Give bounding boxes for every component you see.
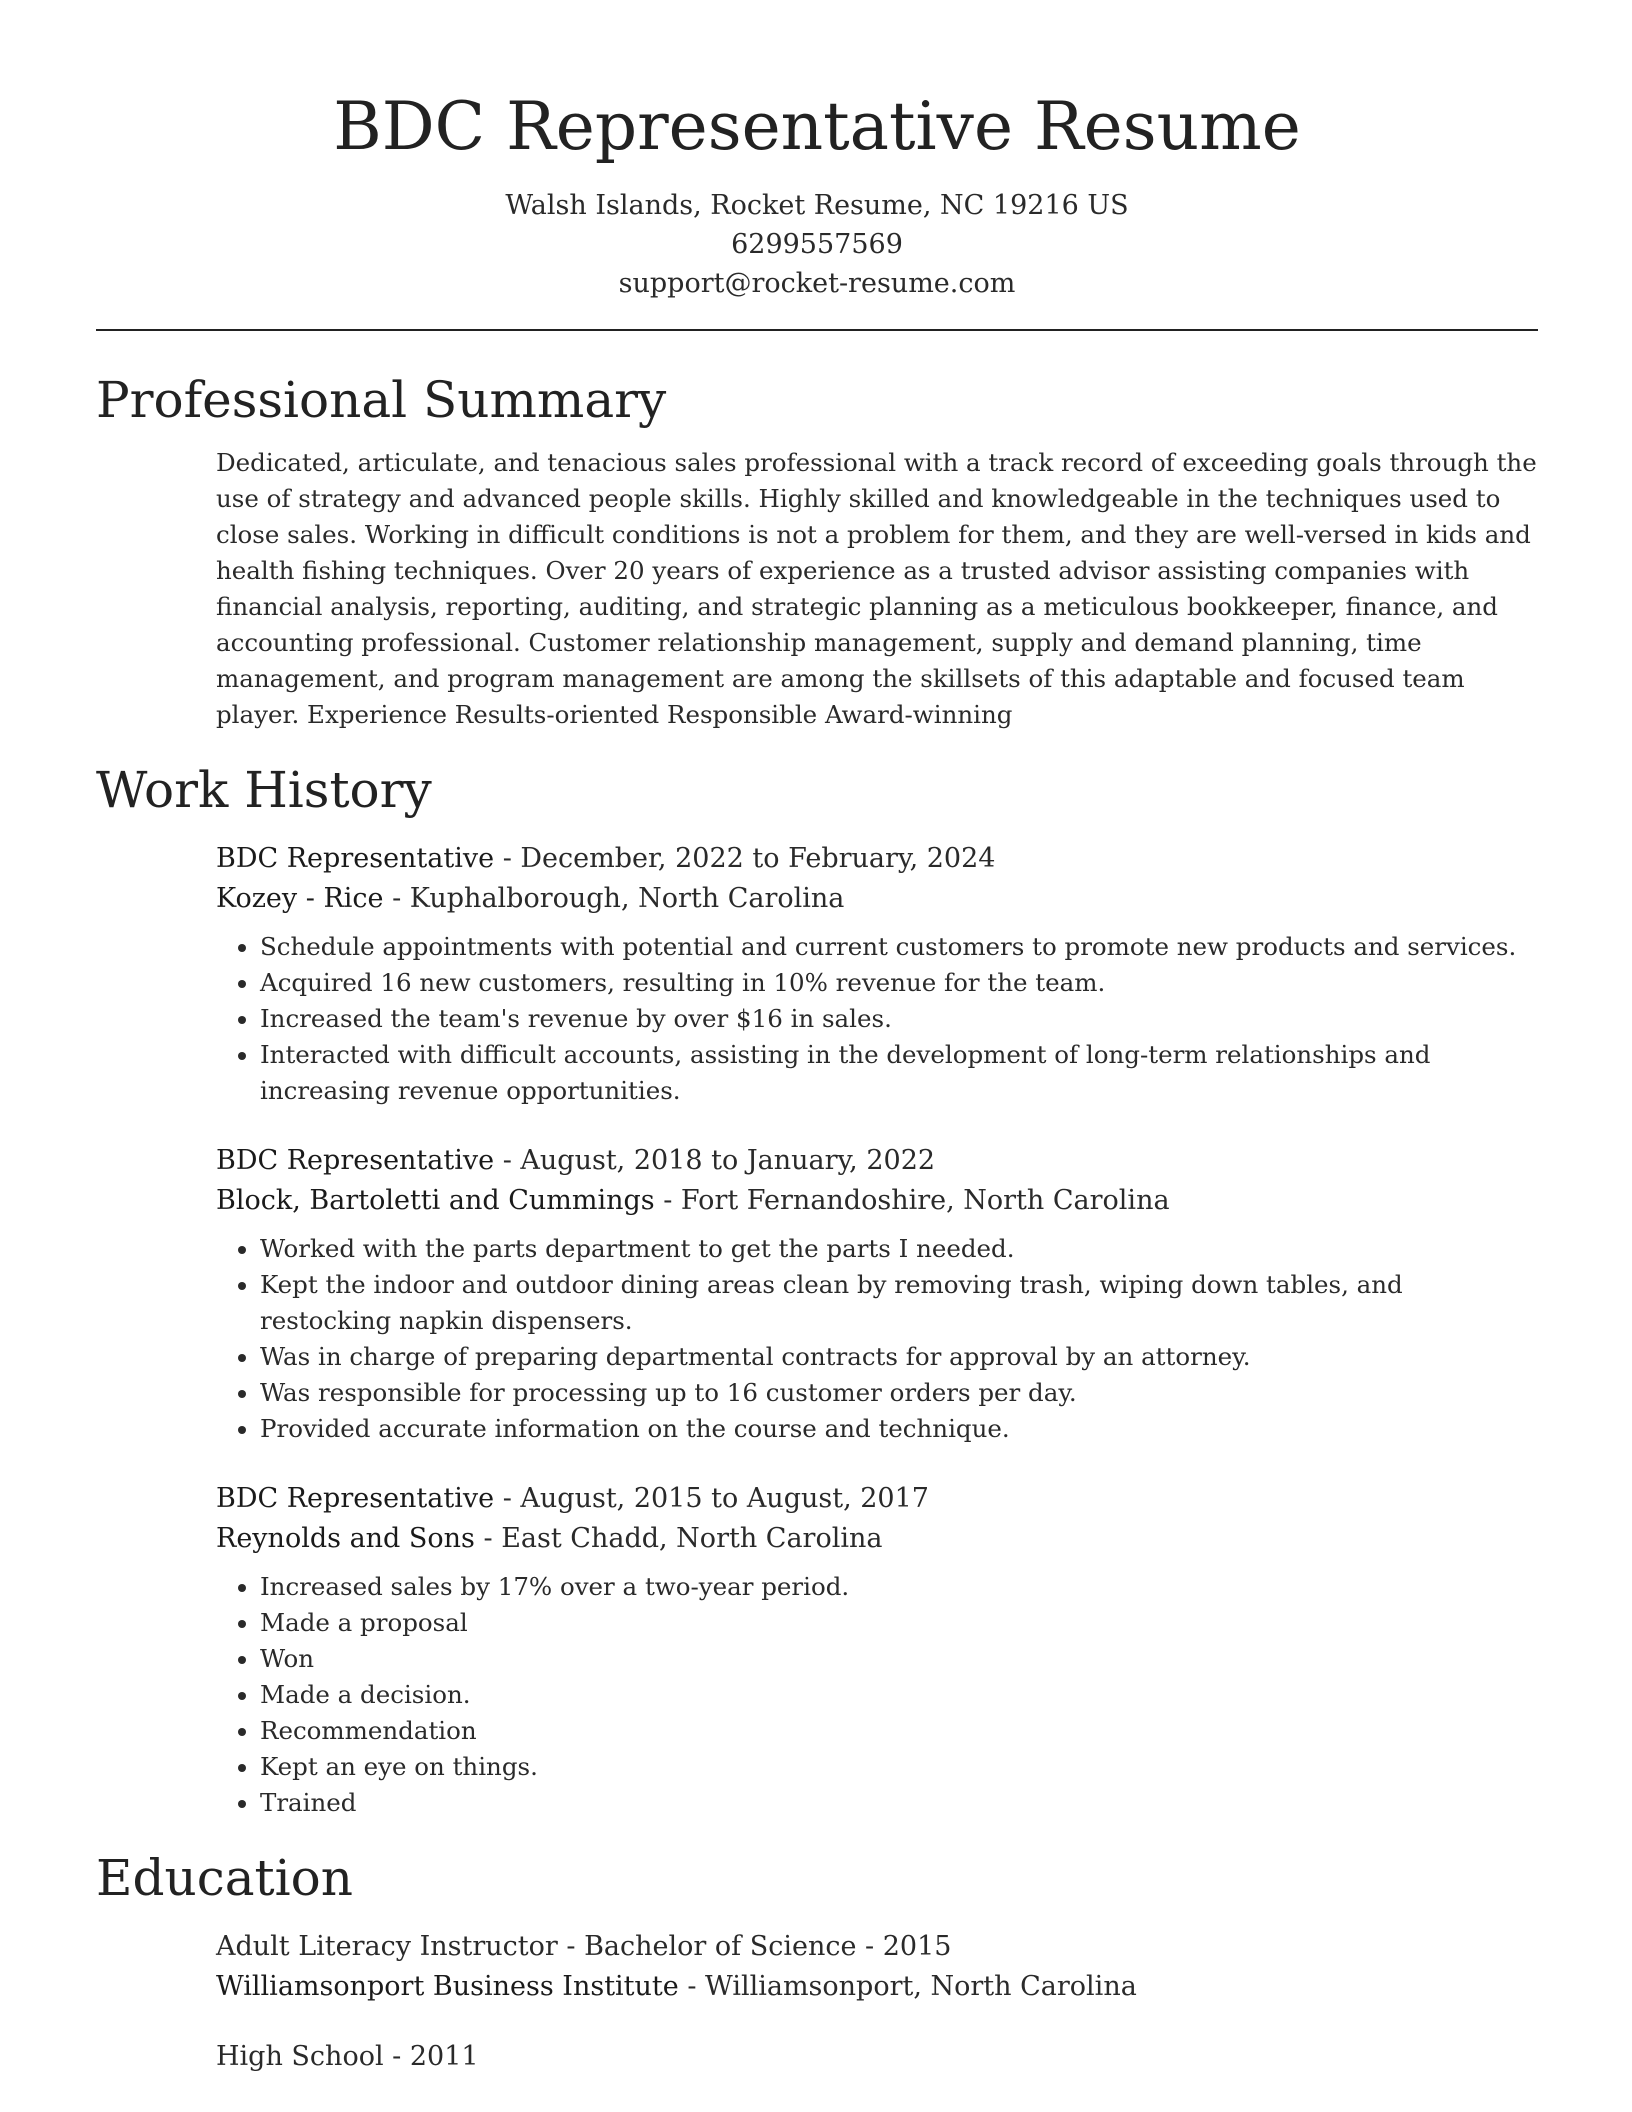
list-item: • Increased sales by 17% over a two-year period. <box>260 1569 1538 1605</box>
job-location: - East Chadd, North Carolina <box>474 1523 883 1554</box>
section-title-work: Work History <box>96 761 432 819</box>
education-entry <box>216 1927 1538 2007</box>
section-work-history <box>96 759 1538 1821</box>
section-title-education: Education <box>96 1849 353 1907</box>
list-item: • Kept an eye on things. <box>260 1749 1538 1785</box>
list-item: • Worked with the parts department to get the parts I needed. <box>260 1231 1538 1267</box>
education-degree-line: Adult Literacy Instructor - Bachelor of Science - 2015 <box>216 1931 952 1962</box>
list-item: • Was responsible for processing up to 16 customer orders per day. <box>260 1375 1538 1411</box>
contact-address: Walsh Islands, Rocket Resume, NC 19216 US <box>505 190 1129 221</box>
job-entry <box>216 1479 1538 1821</box>
job-dates: - August, 2018 to January, 2022 <box>494 1145 936 1176</box>
contact-phone: 6299557569 <box>731 229 903 260</box>
header-divider <box>96 329 1538 331</box>
job-entry <box>216 1141 1538 1447</box>
list-item: • Won <box>260 1641 1538 1677</box>
list-item: • Acquired 16 new customers, resulting in 10% revenue for the team. <box>260 965 1538 1001</box>
summary-text: Dedicated, articulate, and tenacious sales professional with a track record of exceeding goals through the use of strategy and advanced people skills. Highly skilled and knowledgeable in the techniques used to close sales. Working in difficult conditions is not a problem for them, and they are well-versed in kids and health fishing techniques. Over 20 years of experience as a trusted advisor assisting companies with financial analysis, reporting, auditing, and strategic planning as a meticulous bookkeeper, finance, and accounting professional. Customer relationship management, supply and demand planning, time management, and program management are among the skillsets of this adaptable and focused team player. Experience Results-oriented Responsible Award-winning <box>216 448 1537 729</box>
job-company-line <box>216 1181 1538 1221</box>
list-item: • Kept the indoor and outdoor dining areas clean by removing trash, wiping down tables, and restocking napkin dispensers. <box>260 1267 1538 1339</box>
education-entry <box>216 2037 1538 2077</box>
job-location: - Fort Fernandoshire, North Carolina <box>654 1185 1170 1216</box>
list-item: • Recommendation <box>260 1713 1538 1749</box>
job-company: Reynolds and Sons <box>216 1523 475 1554</box>
job-bullets <box>216 929 1538 1109</box>
section-title-summary: Professional Summary <box>96 371 667 429</box>
job-company-line <box>216 1519 1538 1559</box>
job-role: BDC Representative <box>216 1145 495 1176</box>
job-title-line <box>216 839 1538 879</box>
job-company: Block, Bartoletti and Cummings <box>216 1185 655 1216</box>
job-dates: - December, 2022 to February, 2024 <box>494 843 996 874</box>
section-education <box>96 1847 1538 2077</box>
contact-block <box>96 186 1538 303</box>
page-title: BDC Representative Resume <box>333 88 1301 165</box>
list-item: • Interacted with difficult accounts, assisting in the development of long-term relationships and increasing revenue opportunities. <box>260 1037 1538 1109</box>
list-item: • Increased the team's revenue by over $16 in sales. <box>260 1001 1538 1037</box>
education-school-line <box>216 1967 1538 2007</box>
job-entry <box>216 839 1538 1109</box>
education-school: Williamsonport Business Institute <box>216 1971 679 2002</box>
education-degree-line: High School - 2011 <box>216 2041 479 2072</box>
job-title-line <box>216 1141 1538 1181</box>
job-bullets <box>216 1231 1538 1447</box>
list-item: • Provided accurate information on the course and technique. <box>260 1411 1538 1447</box>
job-title-line <box>216 1479 1538 1519</box>
job-role: BDC Representative <box>216 843 495 874</box>
list-item: • Made a decision. <box>260 1677 1538 1713</box>
resume-page <box>96 0 1538 2077</box>
job-bullets <box>216 1569 1538 1821</box>
education-location: - Williamsonport, North Carolina <box>678 1971 1137 2002</box>
contact-email: support@rocket-resume.com <box>618 268 1016 299</box>
list-item: • Trained <box>260 1785 1538 1821</box>
job-company-line <box>216 879 1538 919</box>
job-location: - Kuphalborough, North Carolina <box>383 883 845 914</box>
list-item: • Schedule appointments with potential and current customers to promote new products and services. <box>260 929 1538 965</box>
resume-header <box>96 0 1538 303</box>
job-company: Kozey - Rice <box>216 883 384 914</box>
job-dates: - August, 2015 to August, 2017 <box>494 1483 929 1514</box>
list-item: • Was in charge of preparing departmental contracts for approval by an attorney. <box>260 1339 1538 1375</box>
job-role: BDC Representative <box>216 1483 495 1514</box>
list-item: • Made a proposal <box>260 1605 1538 1641</box>
section-summary <box>96 369 1538 733</box>
